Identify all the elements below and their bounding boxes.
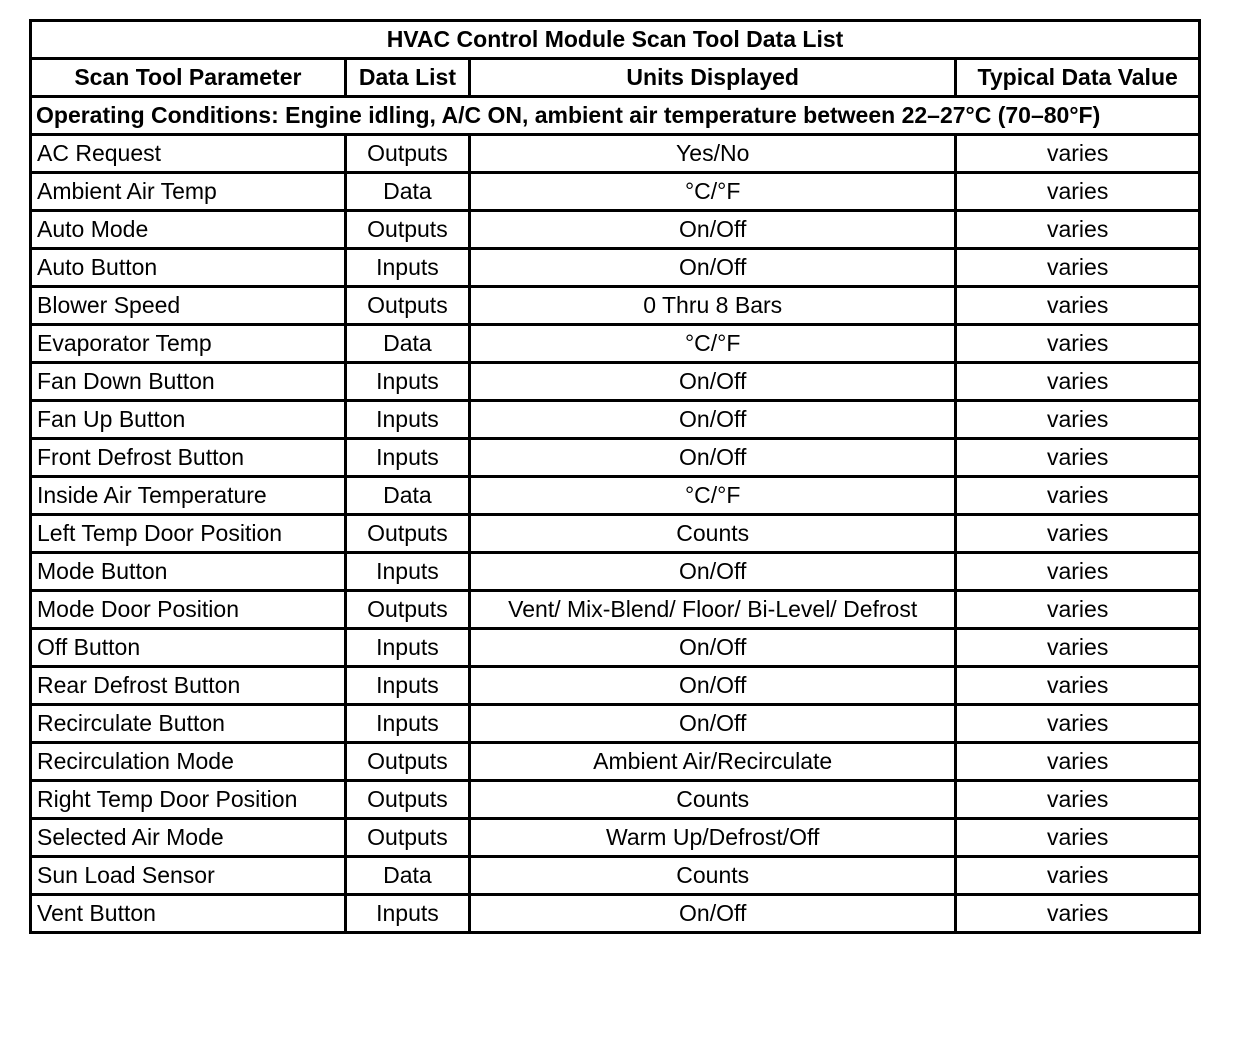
cell-data-list: Outputs xyxy=(345,135,469,173)
cell-parameter: Mode Door Position xyxy=(31,591,346,629)
scan-tool-data-table xyxy=(29,19,1201,934)
cell-data-list: Inputs xyxy=(345,895,469,933)
cell-typical-value: varies xyxy=(956,325,1200,363)
table-row xyxy=(31,439,1200,477)
cell-units: 0 Thru 8 Bars xyxy=(470,287,956,325)
operating-conditions: Operating Conditions: Engine idling, A/C ON, ambient air temperature between 22–27°C (70–80°F) xyxy=(31,97,1200,135)
cell-data-list: Inputs xyxy=(345,439,469,477)
cell-units: °C/°F xyxy=(470,477,956,515)
cell-parameter: Selected Air Mode xyxy=(31,819,346,857)
cell-data-list: Outputs xyxy=(345,743,469,781)
cell-units: Ambient Air/Recirculate xyxy=(470,743,956,781)
cell-data-list: Outputs xyxy=(345,211,469,249)
header-parameter: Scan Tool Parameter xyxy=(31,59,346,97)
cell-units: °C/°F xyxy=(470,325,956,363)
cell-typical-value: varies xyxy=(956,515,1200,553)
cell-typical-value: varies xyxy=(956,667,1200,705)
header-units: Units Displayed xyxy=(470,59,956,97)
cell-data-list: Inputs xyxy=(345,629,469,667)
cell-typical-value: varies xyxy=(956,553,1200,591)
header-data-list: Data List xyxy=(345,59,469,97)
table-row xyxy=(31,819,1200,857)
cell-parameter: Left Temp Door Position xyxy=(31,515,346,553)
table-row xyxy=(31,667,1200,705)
cell-units: On/Off xyxy=(470,705,956,743)
cell-units: Yes/No xyxy=(470,135,956,173)
table-row xyxy=(31,553,1200,591)
table-row xyxy=(31,591,1200,629)
cell-parameter: Mode Button xyxy=(31,553,346,591)
cell-parameter: Recirculate Button xyxy=(31,705,346,743)
table-row xyxy=(31,743,1200,781)
cell-typical-value: varies xyxy=(956,819,1200,857)
header-row xyxy=(31,59,1200,97)
table-title: HVAC Control Module Scan Tool Data List xyxy=(31,21,1200,59)
cell-units: On/Off xyxy=(470,363,956,401)
header-typical-value: Typical Data Value xyxy=(956,59,1200,97)
cell-units: On/Off xyxy=(470,211,956,249)
cell-units: Counts xyxy=(470,857,956,895)
cell-data-list: Outputs xyxy=(345,515,469,553)
table-row xyxy=(31,173,1200,211)
cell-parameter: Sun Load Sensor xyxy=(31,857,346,895)
cell-parameter: Fan Down Button xyxy=(31,363,346,401)
cell-typical-value: varies xyxy=(956,591,1200,629)
cell-typical-value: varies xyxy=(956,743,1200,781)
cell-typical-value: varies xyxy=(956,173,1200,211)
cell-units: On/Off xyxy=(470,401,956,439)
cell-parameter: Auto Mode xyxy=(31,211,346,249)
table-row xyxy=(31,401,1200,439)
cell-parameter: AC Request xyxy=(31,135,346,173)
cell-typical-value: varies xyxy=(956,135,1200,173)
conditions-row xyxy=(31,97,1200,135)
cell-parameter: Ambient Air Temp xyxy=(31,173,346,211)
cell-units: On/Off xyxy=(470,895,956,933)
cell-data-list: Inputs xyxy=(345,401,469,439)
table-row xyxy=(31,287,1200,325)
cell-typical-value: varies xyxy=(956,781,1200,819)
title-row xyxy=(31,21,1200,59)
cell-data-list: Data xyxy=(345,477,469,515)
cell-units: Warm Up/Defrost/Off xyxy=(470,819,956,857)
cell-data-list: Data xyxy=(345,857,469,895)
cell-parameter: Evaporator Temp xyxy=(31,325,346,363)
cell-units: On/Off xyxy=(470,553,956,591)
cell-units: On/Off xyxy=(470,629,956,667)
cell-parameter: Front Defrost Button xyxy=(31,439,346,477)
cell-typical-value: varies xyxy=(956,287,1200,325)
table-body xyxy=(31,135,1200,933)
cell-data-list: Inputs xyxy=(345,553,469,591)
table-row xyxy=(31,211,1200,249)
cell-data-list: Inputs xyxy=(345,249,469,287)
table-row xyxy=(31,857,1200,895)
cell-typical-value: varies xyxy=(956,363,1200,401)
cell-parameter: Right Temp Door Position xyxy=(31,781,346,819)
cell-units: Vent/ Mix-Blend/ Floor/ Bi-Level/ Defrost xyxy=(470,591,956,629)
table-row xyxy=(31,363,1200,401)
cell-units: On/Off xyxy=(470,439,956,477)
table-row xyxy=(31,325,1200,363)
cell-data-list: Inputs xyxy=(345,667,469,705)
cell-typical-value: varies xyxy=(956,857,1200,895)
cell-units: On/Off xyxy=(470,249,956,287)
cell-data-list: Data xyxy=(345,173,469,211)
cell-typical-value: varies xyxy=(956,705,1200,743)
cell-parameter: Vent Button xyxy=(31,895,346,933)
table-row xyxy=(31,249,1200,287)
cell-typical-value: varies xyxy=(956,401,1200,439)
cell-data-list: Data xyxy=(345,325,469,363)
cell-data-list: Outputs xyxy=(345,591,469,629)
cell-data-list: Outputs xyxy=(345,781,469,819)
table-row xyxy=(31,515,1200,553)
cell-units: Counts xyxy=(470,781,956,819)
cell-typical-value: varies xyxy=(956,629,1200,667)
table-row xyxy=(31,781,1200,819)
table-row xyxy=(31,477,1200,515)
cell-data-list: Inputs xyxy=(345,705,469,743)
cell-parameter: Off Button xyxy=(31,629,346,667)
table-row xyxy=(31,895,1200,933)
table-row xyxy=(31,705,1200,743)
cell-units: Counts xyxy=(470,515,956,553)
cell-typical-value: varies xyxy=(956,477,1200,515)
table-row xyxy=(31,629,1200,667)
cell-data-list: Outputs xyxy=(345,287,469,325)
cell-typical-value: varies xyxy=(956,895,1200,933)
cell-typical-value: varies xyxy=(956,211,1200,249)
cell-parameter: Inside Air Temperature xyxy=(31,477,346,515)
cell-typical-value: varies xyxy=(956,439,1200,477)
cell-data-list: Inputs xyxy=(345,363,469,401)
table-row xyxy=(31,135,1200,173)
cell-units: On/Off xyxy=(470,667,956,705)
cell-parameter: Auto Button xyxy=(31,249,346,287)
cell-parameter: Fan Up Button xyxy=(31,401,346,439)
cell-data-list: Outputs xyxy=(345,819,469,857)
cell-parameter: Blower Speed xyxy=(31,287,346,325)
cell-parameter: Rear Defrost Button xyxy=(31,667,346,705)
cell-parameter: Recirculation Mode xyxy=(31,743,346,781)
cell-typical-value: varies xyxy=(956,249,1200,287)
cell-units: °C/°F xyxy=(470,173,956,211)
